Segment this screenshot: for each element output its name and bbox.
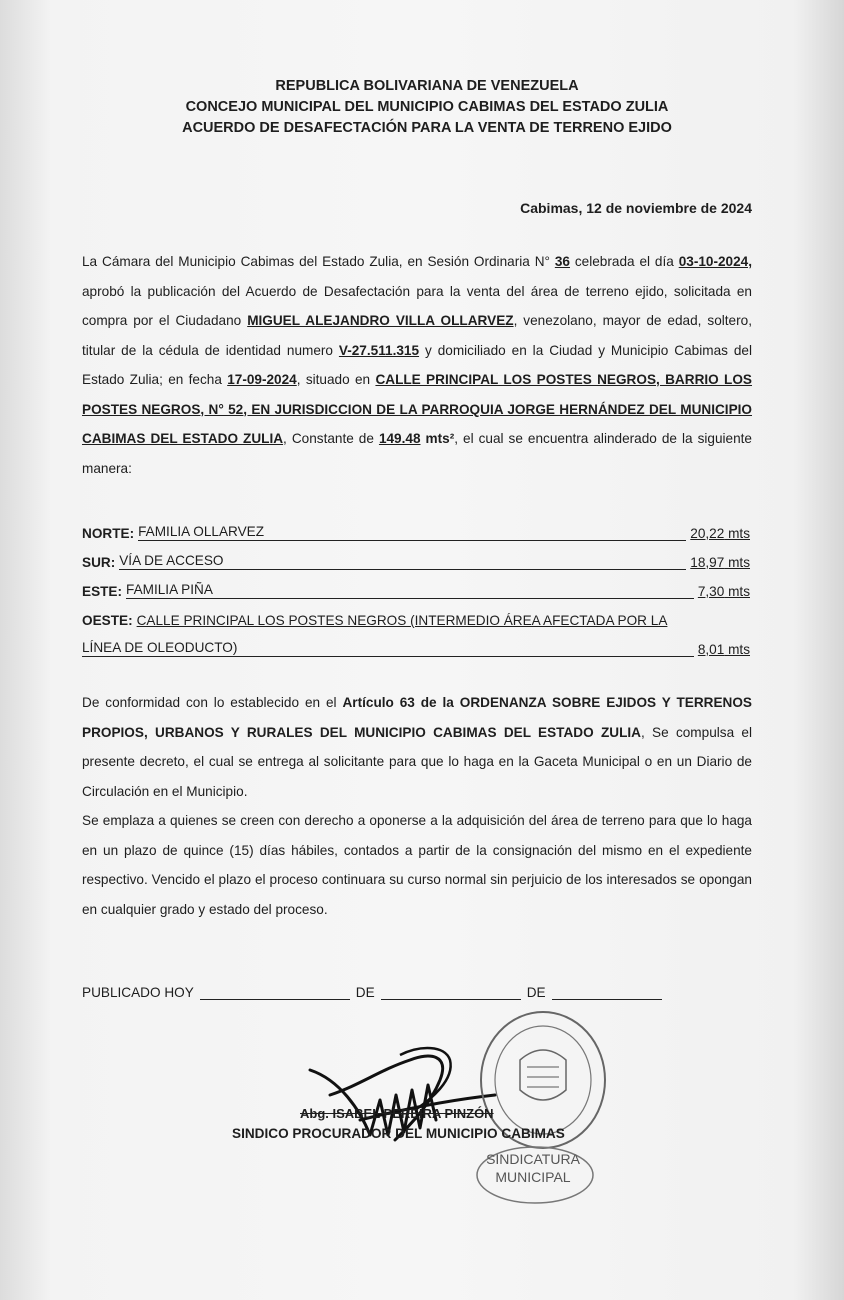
blank-line xyxy=(552,985,662,1000)
text: , situado en xyxy=(296,372,376,387)
session-date: 03-10-2024, xyxy=(678,254,753,269)
boundary-label: OESTE: xyxy=(82,613,133,628)
header-line-2: CONCEJO MUNICIPAL DEL MUNICIPIO CABIMAS DEL ESTADO ZULIA xyxy=(185,99,669,115)
boundary-label: ESTE: xyxy=(82,584,123,599)
measure-number: 7,30 xyxy=(697,584,725,599)
boundary-east xyxy=(82,570,750,599)
boundary-value: LÍNEA DE OLEODUCTO) xyxy=(82,640,694,657)
header-line-1: REPUBLICA BOLIVARIANA DE VENEZUELA xyxy=(275,78,579,94)
area-value: 149.48 xyxy=(378,431,421,446)
stamp-line-2: MUNICIPAL xyxy=(495,1169,571,1185)
boundary-value: FAMILIA PIÑA xyxy=(126,582,694,599)
citizen-name: MIGUEL ALEJANDRO VILLA OLLARVEZ xyxy=(247,313,514,328)
publication-de: DE xyxy=(355,985,375,1000)
blank-line xyxy=(381,985,521,1000)
boundaries-list xyxy=(82,512,750,657)
publication-label: PUBLICADO HOY xyxy=(82,985,194,1000)
boundary-measure xyxy=(690,526,750,541)
text: De conformidad con lo establecido en el xyxy=(82,695,343,710)
text: , el cual se encuentra alinderado de la siguiente manera: xyxy=(82,431,752,476)
document-date: Cabimas, 12 de noviembre de 2024 xyxy=(520,200,752,216)
boundary-measure xyxy=(698,642,750,657)
ordinance-reference: Artículo 63 de la ORDENANZA SOBRE EJIDOS Y TERRENOS PROPIOS, URBANOS Y RURALES DEL MUNICIPIO CABIMAS DEL ESTADO ZULIA xyxy=(82,695,752,740)
area-unit: mts² xyxy=(420,431,455,446)
boundary-north xyxy=(82,512,750,541)
header-line-3: ACUERDO DE DESAFECTACIÓN PARA LA VENTA DE TERRENO EJIDO xyxy=(182,120,672,136)
measure-unit: mts xyxy=(724,642,750,657)
boundary-value: CALLE PRINCIPAL LOS POSTES NEGROS (INTERMEDIO ÁREA AFECTADA POR LA xyxy=(136,613,668,628)
property-address: CALLE PRINCIPAL LOS POSTES NEGROS, BARRIO LOS POSTES NEGROS, N° 52, EN JURISDICCION DE LA PARROQUIA JORGE HERNÁNDEZ DEL MUNICIPIO CABIMAS DEL ESTADO ZULIA xyxy=(82,372,752,446)
measure-unit: mts xyxy=(724,584,750,599)
boundary-label: NORTE: xyxy=(82,526,135,541)
text: celebrada el día xyxy=(569,254,679,269)
publication-line xyxy=(82,985,668,1000)
request-date: 17-09-2024 xyxy=(227,372,297,387)
boundary-west xyxy=(82,599,750,628)
session-number: 36 xyxy=(554,254,570,269)
text: La Cámara del Municipio Cabimas del Estado Zulia, en Sesión Ordinaria N° xyxy=(82,254,555,269)
measure-unit: mts xyxy=(724,555,750,570)
boundary-value: VÍA DE ACCESO xyxy=(119,553,686,570)
text: , venezolano, mayor de edad, soltero, titular de la cédula de identidad numero xyxy=(82,313,752,358)
stamp-text xyxy=(478,1150,588,1186)
id-number: V-27.511.315 xyxy=(338,342,420,358)
measure-number: 18,97 xyxy=(690,555,725,570)
signer-title: SINDICO PROCURADOR DEL MUNICIPIO CABIMAS xyxy=(232,1126,565,1141)
paragraph-ordinance xyxy=(82,688,752,924)
signer-name: Abg. ISABEL PEREIRA PINZÓN xyxy=(300,1106,494,1121)
document-header xyxy=(0,76,844,139)
boundary-west-continued xyxy=(82,628,750,657)
text: , Se compulsa el presente decreto, el cual se entrega al solicitante para que lo haga en la Gaceta Municipal o en un Diario de Circulación en el Municipio. xyxy=(82,724,752,799)
text: aprobó la publicación del Acuerdo de Desafectación para la venta del área de terreno ejido, solicitada en compra por el Ciudadano xyxy=(82,283,752,328)
text: y domiciliado en la Ciudad y Municipio Cabimas del Estado Zulia; en fecha xyxy=(82,342,752,387)
boundary-south xyxy=(82,541,750,570)
boundary-label: SUR: xyxy=(82,555,116,570)
text: , Constante de xyxy=(283,431,379,446)
blank-line xyxy=(200,985,350,1000)
measure-number: 20,22 xyxy=(690,526,725,541)
paragraph-approval xyxy=(82,247,752,483)
boundary-measure xyxy=(698,584,750,599)
measure-number: 8,01 xyxy=(697,642,725,657)
stamp-line-1: SINDICATURA xyxy=(486,1151,580,1167)
boundary-value: FAMILIA OLLARVEZ xyxy=(138,524,686,541)
publication-de: DE xyxy=(526,985,546,1000)
measure-unit: mts xyxy=(724,526,750,541)
text: Se emplaza a quienes se creen con derecho a oponerse a la adquisición del área de terreno para que lo haga en un plazo de quince (15) días hábiles, contados a partir de la consignación del mismo en el expediente respectivo. Vencido el plazo el proceso continuara su curso normal sin perjuicio de los interesados se opongan en cualquier grado y estado del proceso. xyxy=(82,813,752,917)
boundary-measure xyxy=(690,555,750,570)
